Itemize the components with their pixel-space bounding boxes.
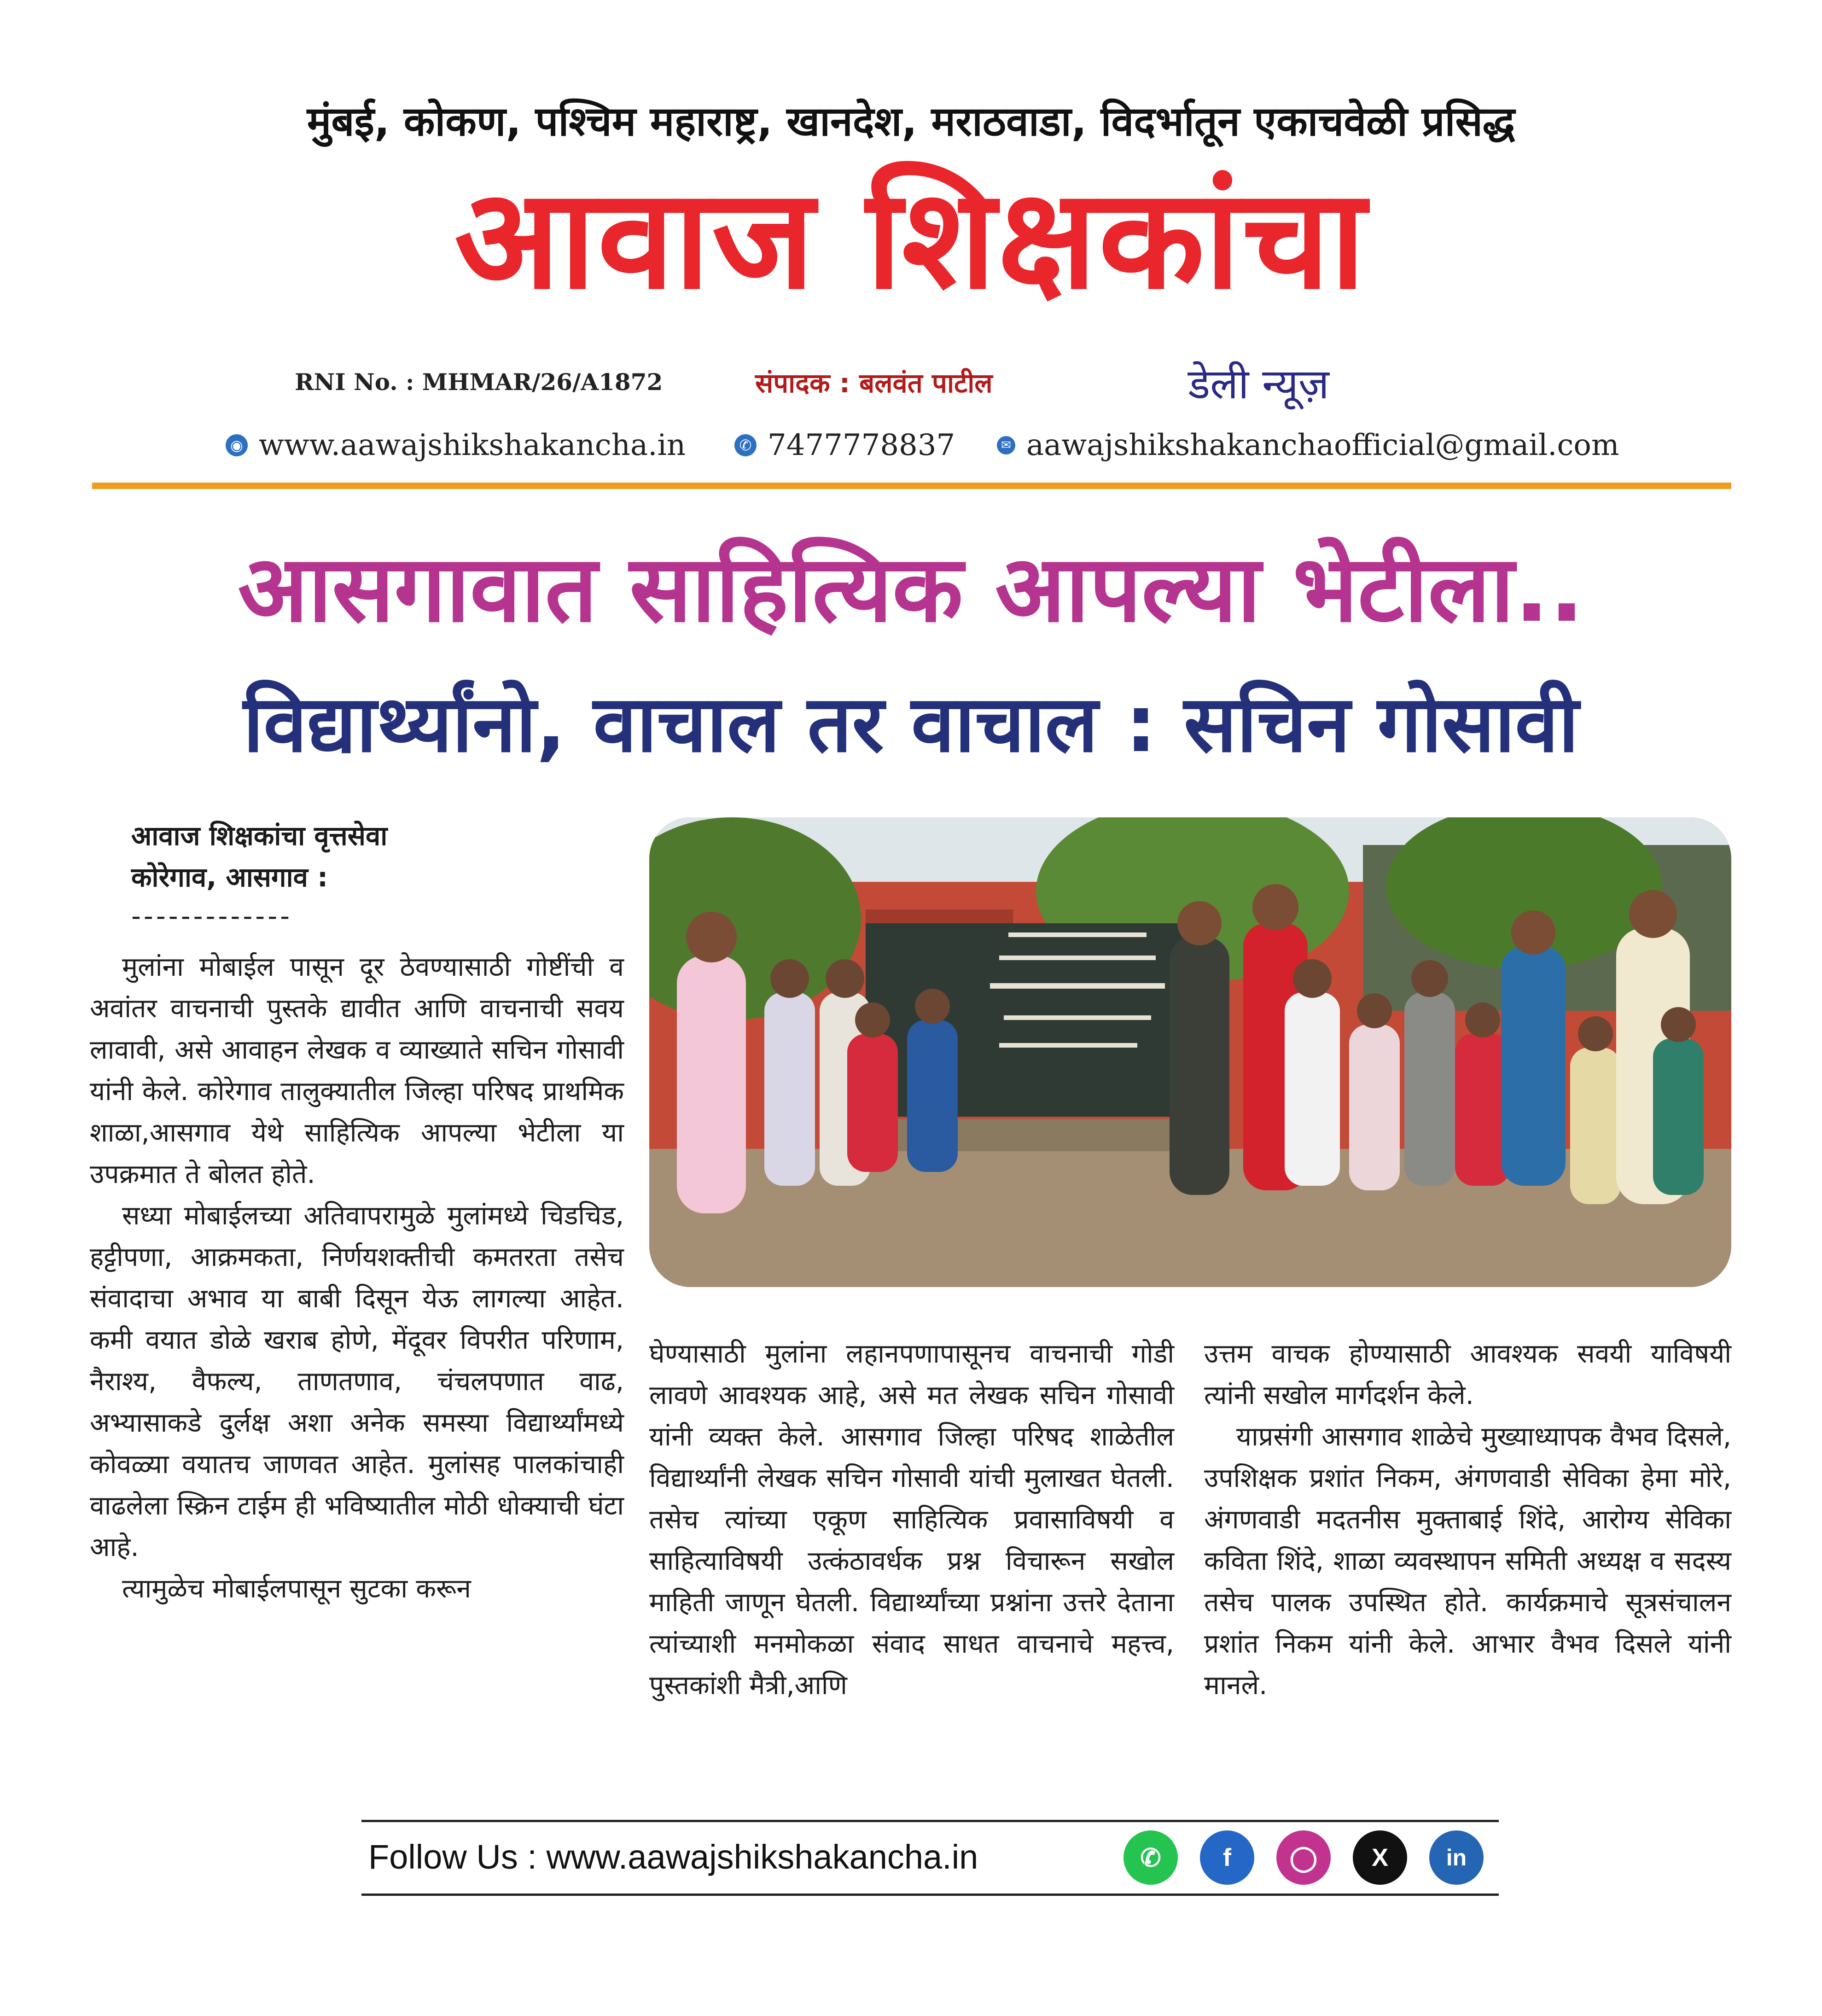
facebook-icon[interactable]: f [1200,1830,1254,1885]
editor-name: संपादक : बलवंत पाटील [755,367,993,399]
article-column-3 [1204,1333,1731,1706]
byline [131,815,387,898]
paragraph: उत्तम वाचक होण्यासाठी आवश्यक सवयी याविषयी त्यांनी सखोल मार्गदर्शन केले. [1204,1339,1731,1410]
edition-label: डेली न्यूज़ [1188,360,1329,408]
header-divider [92,483,1731,489]
phone-number[interactable]: 7477778837 [768,428,955,462]
byline-dashes: ------------- [131,900,293,932]
website-contact[interactable] [226,428,686,462]
article-column-2 [649,1333,1174,1706]
footer-divider-bottom [361,1894,1499,1896]
mail-icon: ✉ [997,436,1015,454]
rni-number: RNI No. : MHMAR/26/A1872 [295,368,663,396]
whatsapp-icon[interactable]: ✆ [1123,1830,1178,1885]
paragraph: याप्रसंगी आसगाव शाळेचे मुख्याध्यापक वैभव दिसले, उपशिक्षक प्रशांत निकम, अंगणवाडी सेविका हेमा मोरे, अंगणवाडी मदतनीस मुक्ताबाई शिंदे, आरोग्य सेविका कविता शिंदे, शाळा व्यवस्थापन समिती अध्यक्ष व सदस्य तसेच पालक उपस्थित होते. कार्यक्रमाचे सूत्रसंचालन प्रशांत निकम यांनी केले. आभार वैभव दिसले यांनी मानले. [1204,1422,1731,1701]
event-photo [649,817,1731,1287]
linkedin-icon[interactable]: in [1429,1830,1484,1885]
footer-divider-top [361,1820,1499,1822]
globe-icon: ◉ [226,434,248,456]
phone-contact[interactable] [734,428,955,462]
article-column-1 [90,946,624,1609]
article-subheadline: विद्यार्थ्यांनो, वाचाल तर वाचाल : सचिन गोसावी [243,679,1579,770]
masthead-title: आवाज शिक्षकांचा [454,159,1368,320]
website-link[interactable]: www.aawajshikshakancha.in [259,428,686,462]
byline-location: कोरेगाव, आसगाव : [131,862,328,893]
phone-icon: ✆ [734,434,757,456]
email-contact[interactable] [997,428,1619,462]
instagram-icon[interactable]: ◯ [1276,1830,1331,1885]
paragraph: सध्या मोबाईलच्या अतिवापरामुळे मुलांमध्ये चिडचिड, हट्टीपणा, आक्रमकता, निर्णयशक्तीची कमतरता तसेच संवादाचा अभाव या बाबी दिसून येऊ लागल्या आहेत. कमी वयात डोळे खराब होणे, मेंदूवर विपरीत परिणाम, नैराश्य, वैफल्य, ताणतणाव, चंचलपणात वाढ, अभ्यासाकडे दुर्लक्ष अशा अनेक समस्या विद्यार्थ्यांमध्ये कोवळ्या वयातच जाणवत आहेत. मुलांसह पालकांचाही वाढलेला स्क्रिन टाईम ही भविष्यातील मोठी धोक्याची घंटा आहे. [90,1200,624,1562]
paragraph: घेण्यासाठी मुलांना लहानपणापासूनच वाचनाची गोडी लावणे आवश्यक आहे, असे मत लेखक सचिन गोसावी यांनी व्यक्त केले. आसगाव जिल्हा परिषद शाळेतील विद्यार्थ्यांनी लेखक सचिन गोसावी यांची मुलाखत घेतली. तसेच त्यांच्या एकूण साहित्यिक प्रवासाविषयी व साहित्याविषयी उत्कंठावर्धक प्रश्न विचारून सखोल माहिती जाणून घेतली. विद्यार्थ्यांच्या प्रश्नांना उत्तरे देताना त्यांच्याशी मनमोकळा संवाद साधत वाचनाचे महत्त्व, पुस्तकांशी मैत्री,आणि [649,1339,1174,1701]
email-address[interactable]: aawajshikshakanchaofficial@gmail.com [1026,428,1619,462]
article-headline: आसगावात साहित्यिक आपल्या भेटीला.. [238,536,1584,643]
tagline: मुंबई, कोकण, पश्चिम महाराष्ट्र, खानदेश, मराठवाडा, विदर्भातून एकाचवेळी प्रसिद्ध [307,98,1515,145]
x-icon[interactable]: X [1353,1830,1407,1885]
follow-us-text[interactable]: Follow Us : www.aawajshikshakancha.in [368,1838,978,1876]
byline-agency: आवाज शिक्षकांचा वृत्तसेवा [131,820,388,851]
paragraph: त्यामुळेच मोबाईलपासून सुटका करून [122,1573,471,1604]
event-photo-illustration [649,817,1731,1287]
paragraph: मुलांना मोबाईल पासून दूर ठेवण्यासाठी गोष्टींची व अवांतर वाचनाची पुस्तके द्यावीत आणि वाचनाची सवय लावावी, असे आवाहन लेखक व व्याख्याते सचिन गोसावी यांनी केले. कोरेगाव तालुक्यातील जिल्हा परिषद प्राथमिक शाळा,आसगाव येथे साहित्यिक आपल्या भेटीला या उपक्रमात ते बोलत होते. [90,952,624,1189]
